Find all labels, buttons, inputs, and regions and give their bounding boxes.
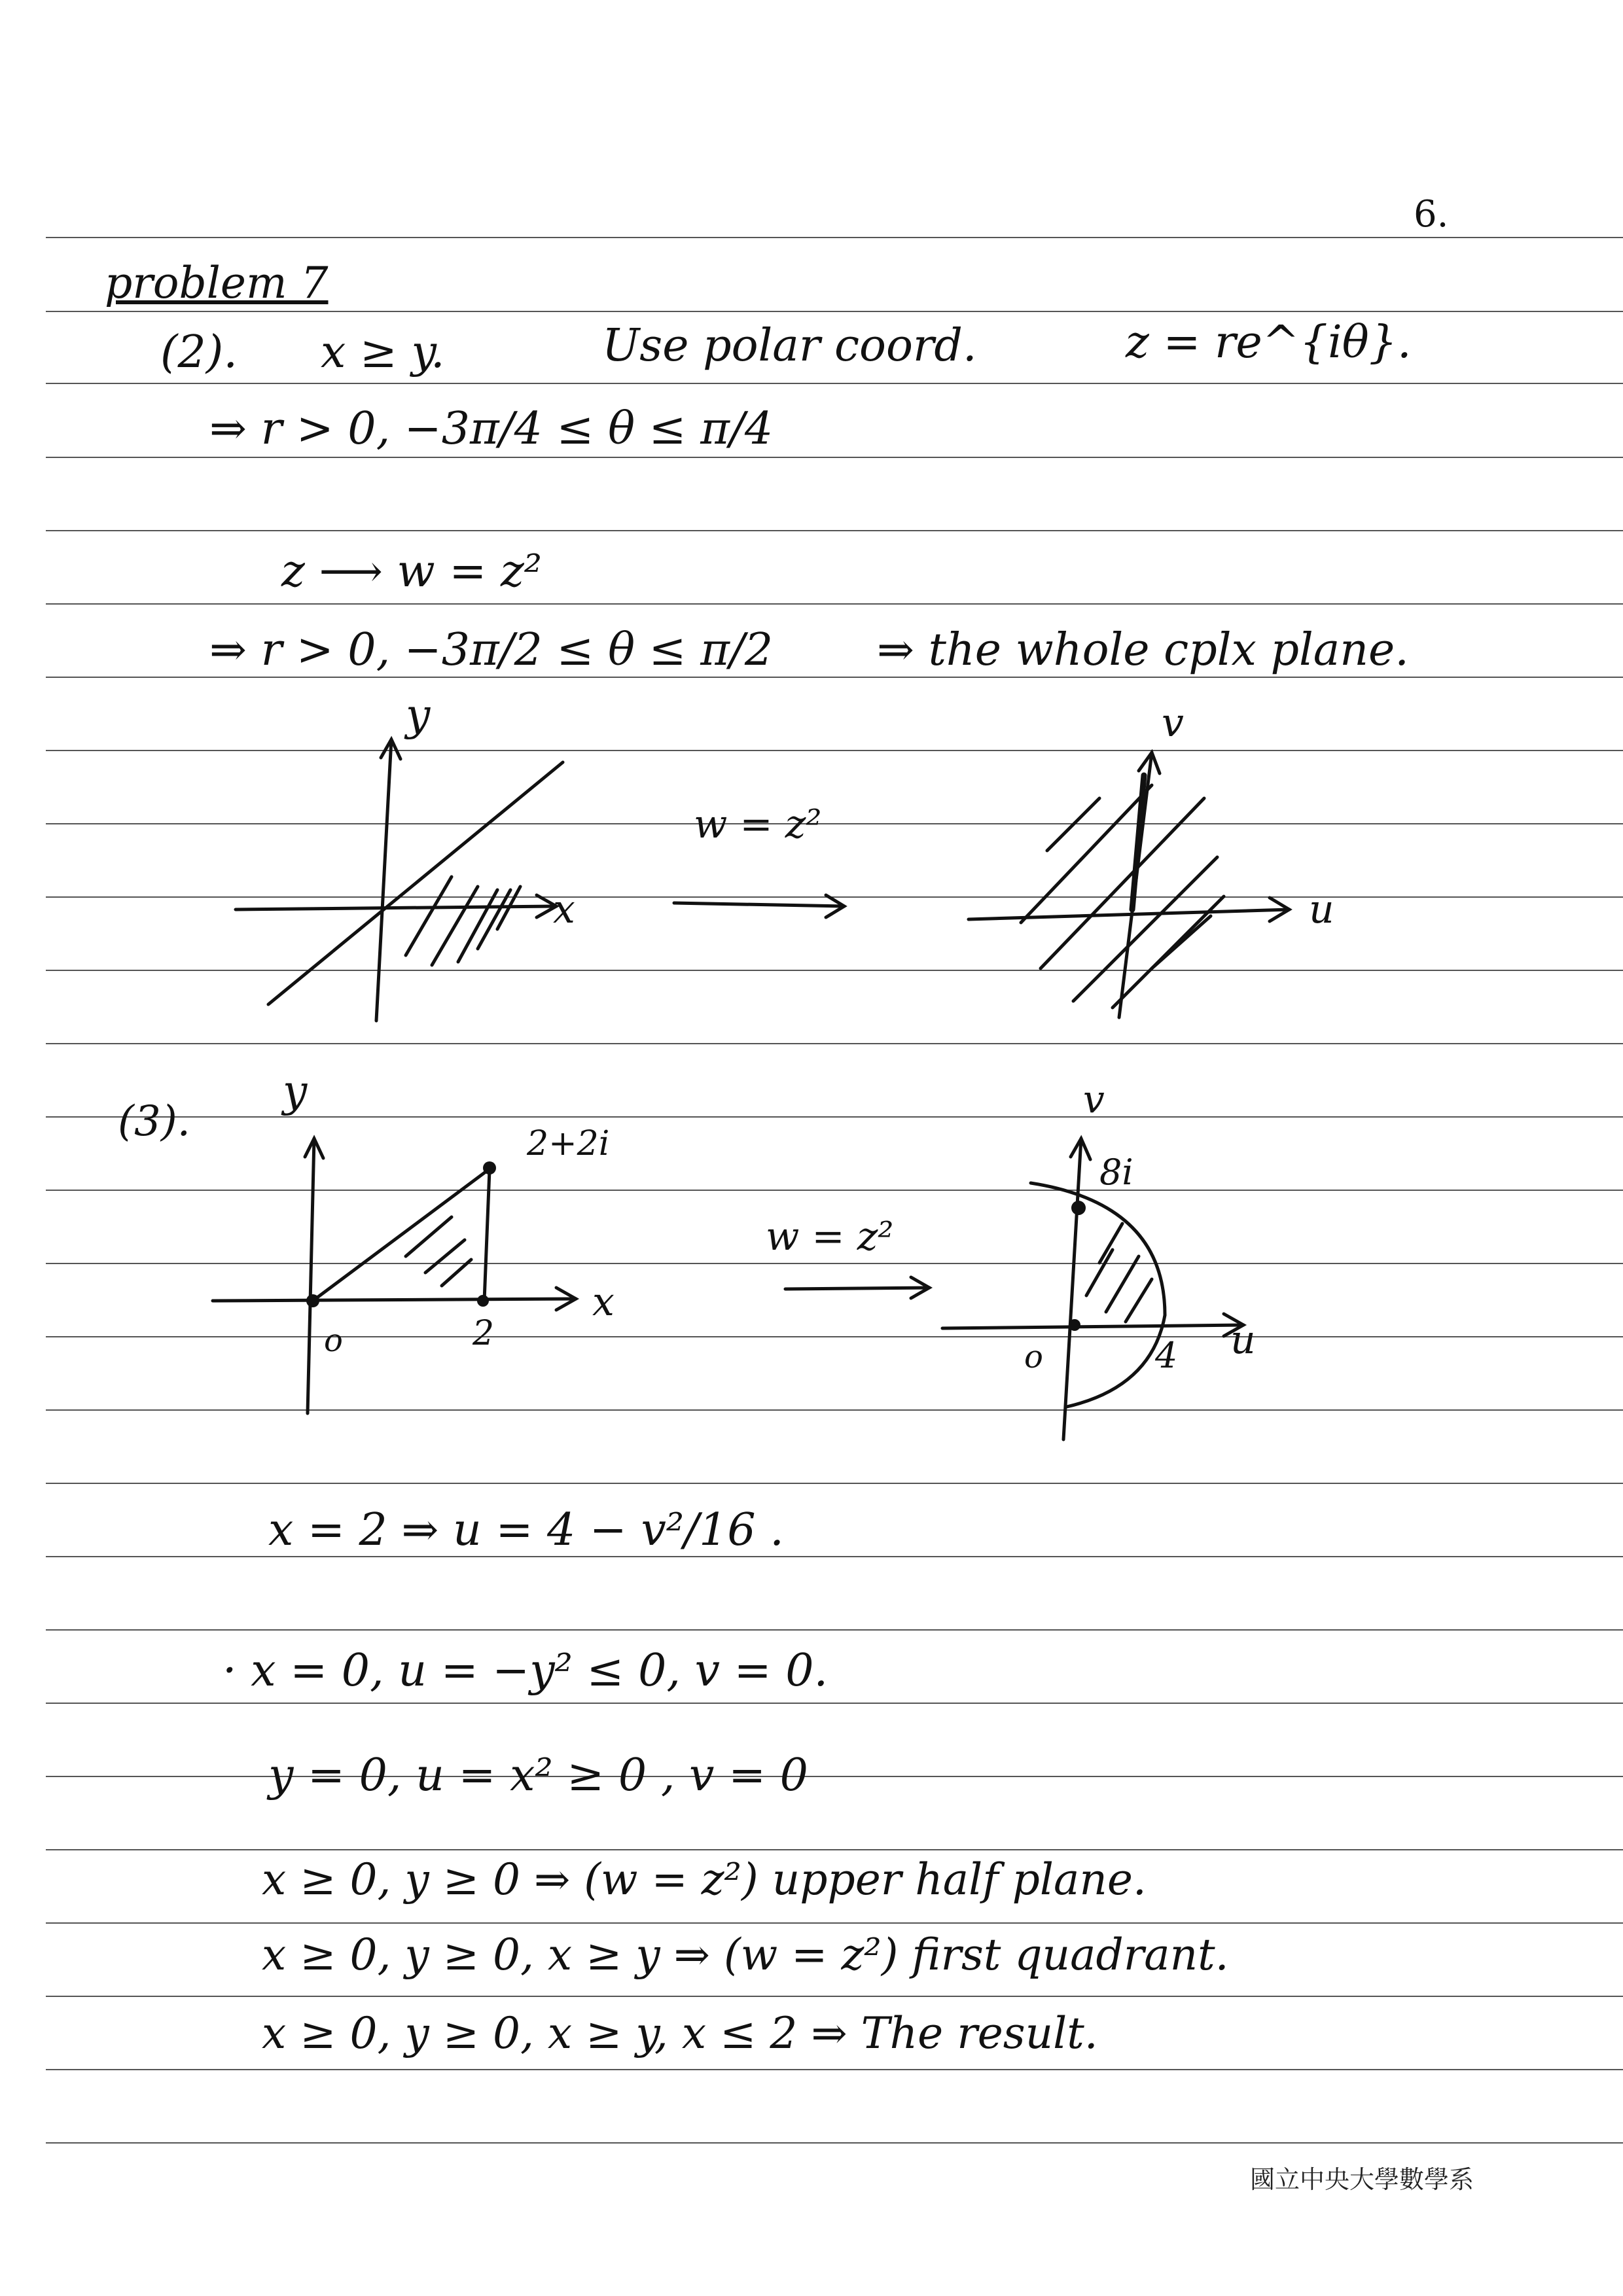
z-x-label: x bbox=[553, 887, 575, 932]
problem-heading: problem 7 bbox=[105, 258, 329, 308]
z3-y-label: y bbox=[283, 1066, 308, 1116]
z3-origin-label: o bbox=[324, 1322, 343, 1359]
w-u-label: u bbox=[1309, 887, 1334, 932]
vertex-label: 2+2i bbox=[527, 1124, 610, 1163]
derivation-line-2: · x = 0, u = −y² ≤ 0, v = 0. bbox=[223, 1645, 829, 1697]
derivation-line-5: x ≥ 0, y ≥ 0, x ≥ y ⇒ (w = z²) first quadrant. bbox=[262, 1930, 1229, 1980]
w3-u-label: u bbox=[1230, 1317, 1256, 1363]
part2-map: z ⟶ w = z² bbox=[281, 546, 543, 597]
page-number: 6. bbox=[1414, 193, 1449, 236]
department-footer: 國立中央大學數學系 bbox=[1250, 2165, 1474, 2194]
w-v-label: v bbox=[1162, 700, 1184, 746]
w3-u-axis bbox=[942, 1325, 1243, 1328]
w3-vertex-label: 8i bbox=[1099, 1152, 1133, 1193]
part2-polar: z = re^{iθ}. bbox=[1126, 317, 1412, 368]
triangle-side bbox=[484, 1170, 490, 1301]
part2-condition: x ≥ y. bbox=[321, 327, 445, 378]
w3-u-tick: 4 bbox=[1155, 1335, 1178, 1376]
derivation-line-1: x = 2 ⇒ u = 4 − v²/16 . bbox=[268, 1504, 784, 1556]
z3-y-axis bbox=[308, 1139, 314, 1413]
part2-result: ⇒ the whole cplx plane. bbox=[877, 624, 1409, 676]
part3-label: (3). bbox=[118, 1097, 190, 1146]
derivation-line-4: x ≥ 0, y ≥ 0 ⇒ (w = z²) upper half plane. bbox=[262, 1854, 1147, 1905]
z-y-label: y bbox=[406, 690, 431, 740]
derivation-line-3: y = 0, u = x² ≥ 0 , v = 0 bbox=[268, 1750, 808, 1801]
parabola-boundary bbox=[1031, 1183, 1165, 1407]
z3-x-label: x bbox=[592, 1279, 615, 1325]
z3-x-tick: 2 bbox=[473, 1314, 495, 1353]
fig2-map-label: w = z² bbox=[766, 1214, 894, 1260]
triangle-hypotenuse bbox=[313, 1168, 491, 1301]
part2-step1: ⇒ r > 0, −3π/4 ≤ θ ≤ π/4 bbox=[209, 403, 774, 455]
w3-v-label: v bbox=[1083, 1077, 1105, 1122]
part2-method: Use polar coord. bbox=[602, 320, 977, 372]
part2-step2: ⇒ r > 0, −3π/2 ≤ θ ≤ π/2 bbox=[209, 624, 774, 676]
derivation-line-6: x ≥ 0, y ≥ 0, x ≥ y, x ≤ 2 ⇒ The result. bbox=[262, 2008, 1098, 2058]
fig1-map-label: w = z² bbox=[694, 802, 822, 847]
w3-origin-label: o bbox=[1024, 1339, 1043, 1375]
part2-label: (2). bbox=[160, 327, 238, 378]
z3-x-axis bbox=[213, 1299, 576, 1301]
w3-v-axis bbox=[1063, 1139, 1081, 1439]
